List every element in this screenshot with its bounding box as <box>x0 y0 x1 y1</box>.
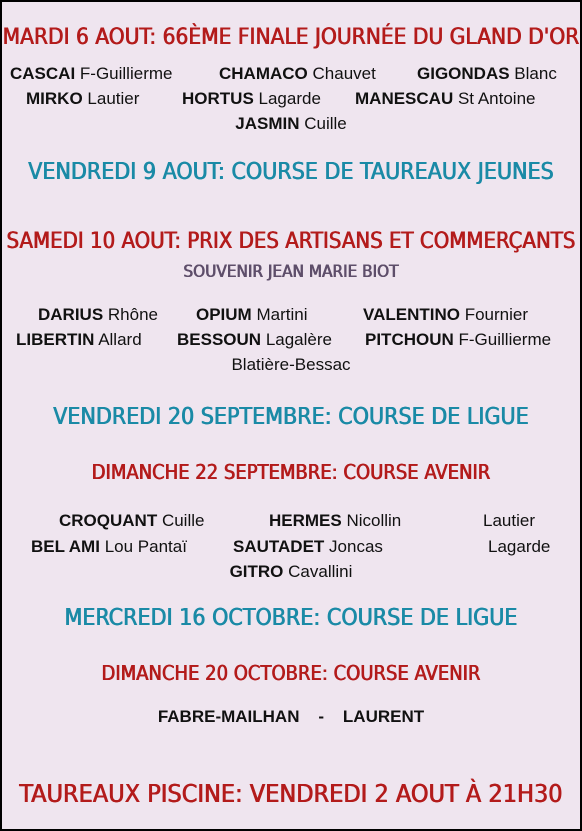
breeder-name: Lautier <box>87 89 140 108</box>
bull-name: PITCHOUN <box>365 330 454 349</box>
bull-name: DARIUS <box>38 305 104 324</box>
event-title-avenir-octobre: DIMANCHE 20 OCTOBRE: COURSE AVENIR <box>101 661 481 685</box>
breeder-name: F-Guillierme <box>79 64 173 83</box>
bull-entry <box>182 90 321 107</box>
bull-entry <box>483 512 535 529</box>
event-title-artisans: SAMEDI 10 AOUT: PRIX DES ARTISANS ET COMMERÇANTS <box>6 229 576 254</box>
bull-entry <box>365 331 551 348</box>
bull-name: CASCAI <box>10 64 76 83</box>
event-title-gland-dor: MARDI 6 AOUT: 66ÈME FINALE JOURNÉE DU GLAND D'OR <box>2 24 580 50</box>
breeder-extra: Blatière-Bessac <box>231 355 351 374</box>
bull-name: VALENTINO <box>363 305 460 324</box>
bull-entry <box>417 65 557 82</box>
bull-name: HERMES <box>269 511 342 530</box>
bull-name: MANESCAU <box>355 89 454 108</box>
breeder-name: Lautier <box>483 511 535 530</box>
bull-entry <box>233 538 383 555</box>
breeder-name: Lagarde <box>488 537 551 556</box>
event-title-ligue-octobre: MERCREDI 16 OCTOBRE: COURSE DE LIGUE <box>64 605 518 631</box>
event-title-ligue-septembre: VENDREDI 20 SEPTEMBRE: COURSE DE LIGUE <box>53 404 529 430</box>
breeder-name: Lou Pantaï <box>104 537 187 556</box>
bull-entry <box>269 512 401 529</box>
event-subtitle-souvenir: SOUVENIR JEAN MARIE BIOT <box>183 262 399 282</box>
bull-entry <box>38 306 158 323</box>
breeder-name: Lagarde <box>258 89 321 108</box>
bull-name: MIRKO <box>26 89 83 108</box>
breeder-name: Joncas <box>329 537 383 556</box>
breeder-name: F-Guillierme <box>458 330 552 349</box>
event-title-taureaux-piscine: TAUREAUX PISCINE: VENDREDI 2 AOUT À 21H30 <box>19 779 563 808</box>
bull-name: LIBERTIN <box>16 330 95 349</box>
breeder-name: Allard <box>98 330 142 349</box>
bull-entry <box>219 65 376 82</box>
bull-entry <box>177 331 332 348</box>
breeder-name: Cuille <box>161 511 205 530</box>
bull-entry <box>10 65 172 82</box>
bull-name: CROQUANT <box>59 511 158 530</box>
bull-entry <box>196 306 307 323</box>
breeder-name: Blanc <box>514 64 557 83</box>
poster <box>2 2 580 829</box>
bull-entry <box>59 512 204 529</box>
bull-entry <box>16 331 142 348</box>
breeder-name: Fournier <box>464 305 529 324</box>
bull-name: GITRO <box>229 562 284 581</box>
breeder-name: Cavallini <box>288 562 353 581</box>
breeder-name: St Antoine <box>457 89 536 108</box>
bull-name: BEL AMI <box>31 537 100 556</box>
bull-name: JASMIN <box>235 114 300 133</box>
bull-name: SAUTADET <box>233 537 325 556</box>
bull-entry <box>2 115 580 132</box>
bull-entry <box>355 90 535 107</box>
breeder-name: Cuille <box>304 114 347 133</box>
bull-entry <box>363 306 528 323</box>
lineup-text: FABRE-MAILHAN - LAURENT <box>157 707 425 726</box>
bull-name: GIGONDAS <box>417 64 510 83</box>
bull-name: CHAMACO <box>219 64 308 83</box>
bull-entry <box>2 563 580 580</box>
bull-name: HORTUS <box>182 89 254 108</box>
event-title-taureaux-jeunes: VENDREDI 9 AOUT: COURSE DE TAUREAUX JEUNES <box>28 159 554 185</box>
breeder-name: Martini <box>256 305 308 324</box>
bull-entry <box>31 538 187 555</box>
bull-name: BESSOUN <box>177 330 262 349</box>
breeder-name: Chauvet <box>312 64 376 83</box>
bull-entry <box>488 538 550 555</box>
breeder-name: Rhône <box>107 305 159 324</box>
bull-name: OPIUM <box>196 305 252 324</box>
event-title-avenir-septembre: DIMANCHE 22 SEPTEMBRE: COURSE AVENIR <box>91 460 491 484</box>
breeder-name: Nicollin <box>346 511 402 530</box>
breeder-name: Lagalère <box>265 330 332 349</box>
bull-entry <box>26 90 139 107</box>
